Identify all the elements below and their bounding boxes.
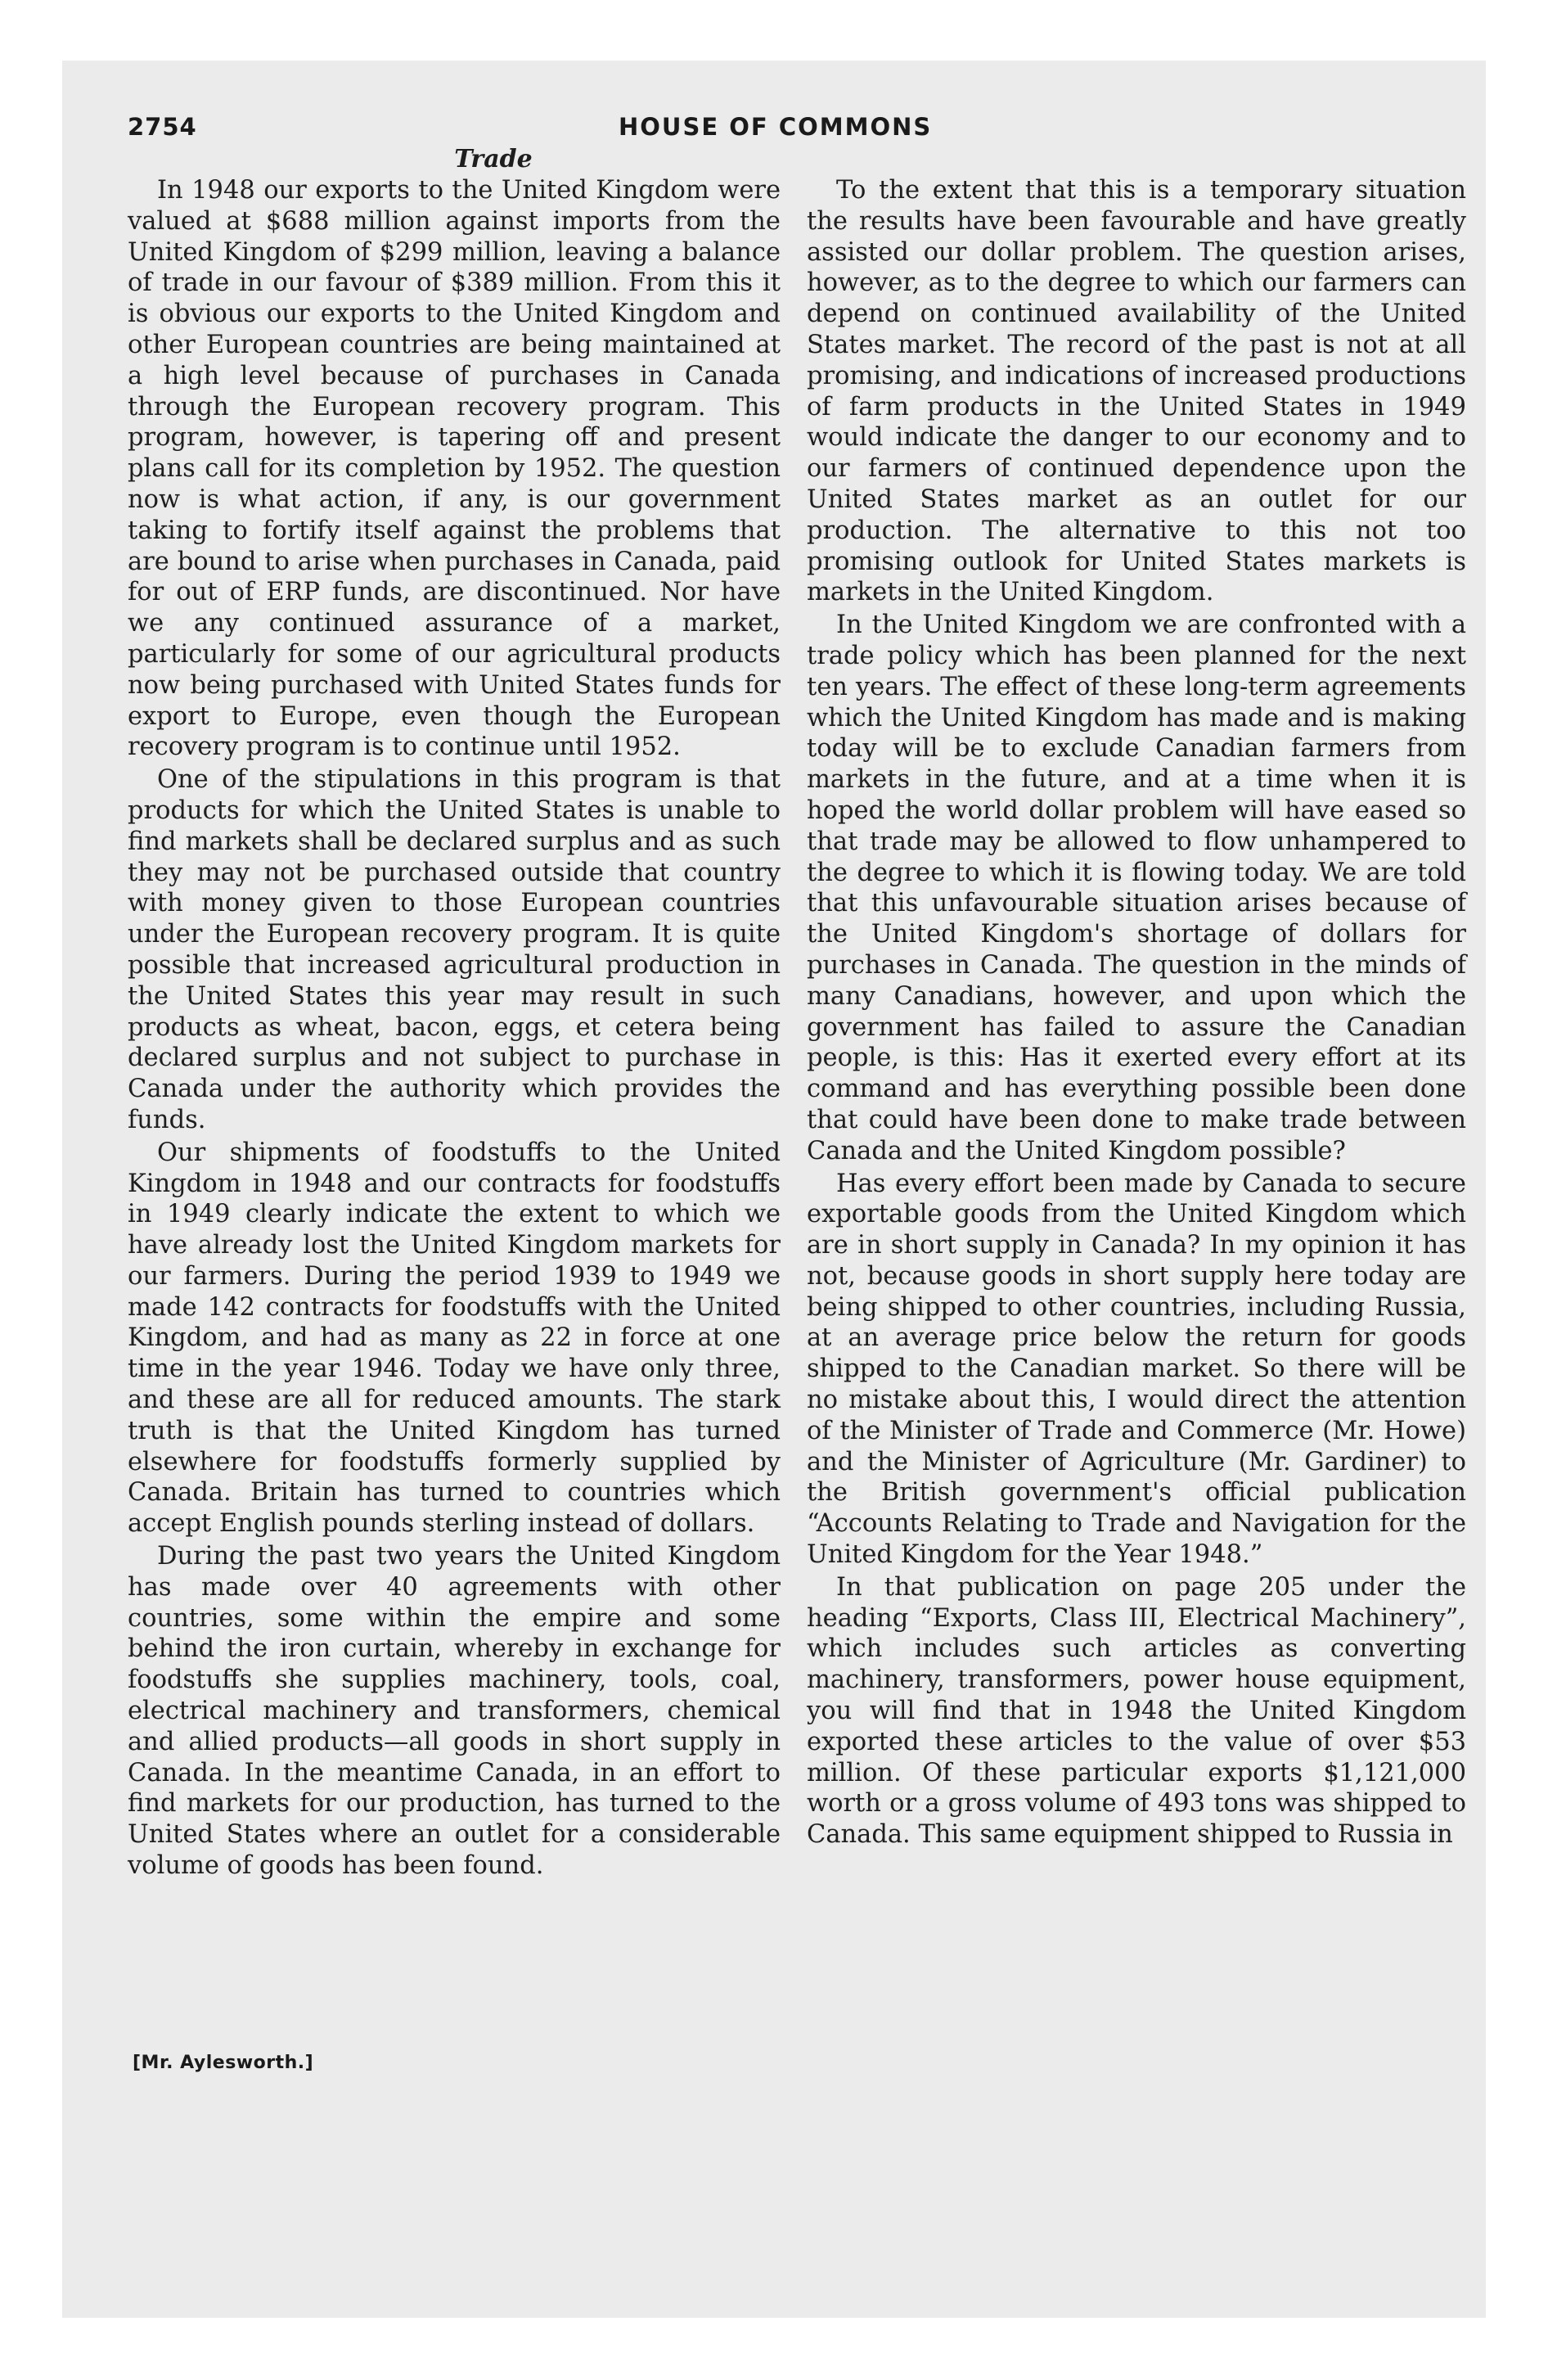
- left-paragraph-3: Our shipments of foodstuffs to the United Kingdom in 1948 and our contracts for foodstuffs in 1949 clearly indicate the extent to which we have already lost the United Kingdom markets for our farmers. During the period 1939 to 1949 we made 142 contracts for foodstuffs with the United Kingdom, and had as many as 22 in force at one time in the year 1946. Today we have only three, and these are all for reduced amounts. The stark truth is that the United Kingdom has turned elsewhere for foodstuffs formerly supplied by Canada. Britain has turned to countries which accept English pounds sterling instead of dollars.: [128, 1138, 781, 1539]
- running-head: HOUSE OF COMMONS: [619, 113, 933, 141]
- left-paragraph-2: One of the stipulations in this program is that products for which the United States is unable to find markets shall be declared surplus and as such they may not be purchased outside that country with money given to those European countries under the European recovery program. It is quite possible that increased agricultural production in the United States this year may result in such products as wheat, bacon, eggs, et cetera being declared surplus and not subject to purchase in Canada under the authority which provides the funds.: [128, 765, 781, 1134]
- section-heading: Trade: [454, 145, 533, 174]
- page-number: 2754: [128, 113, 197, 141]
- speaker-attribution: [Mr. Aylesworth.]: [133, 2053, 314, 2073]
- left-column: [128, 144, 781, 1882]
- right-paragraph-3: Has every effort been made by Canada to secure exportable goods from the United Kingdom which are in short supply in Canada? In my opinion it has not, because goods in short supply here today are being shipped to other countries, including Russia, at an average price below the return for goods shipped to the Canadian market. So there will be no mistake about this, I would direct the attention of the Minister of Trade and Commerce (Mr. Howe) and the Minister of Agriculture (Mr. Gardiner) to the British government's official publication “Accounts Relating to Trade and Navigation for the United Kingdom for the Year 1948.”: [807, 1169, 1466, 1570]
- left-paragraph-1: In 1948 our exports to the United Kingdom were valued at $688 million against imports from the United Kingdom of $299 million, leaving a balance of trade in our favour of $389 million. From this it is obvious our exports to the United Kingdom and other European countries are being maintained at a high level because of purchases in Canada through the European recovery program. This program, however, is tapering off and present plans call for its completion by 1952. The question now is what action, if any, is our government taking to fortify itself against the problems that are bound to arise when purchases in Canada, paid for out of ERP funds, are discontinued. Nor have we any continued assurance of a market, particularly for some of our agricultural products now being purchased with United States funds for export to Europe, even though the European recovery program is to continue until 1952.: [128, 176, 781, 762]
- right-column: [807, 175, 1466, 1850]
- page-header: [128, 113, 1469, 146]
- right-paragraph-2: In the United Kingdom we are confronted with a trade policy which has been planned for the next ten years. The effect of these long-term agreements which the United Kingdom has made and is making today will be to exclude Canadian farmers from markets in the future, and at a time when it is hoped the world dollar problem will have eased so that trade may be allowed to flow unhampered to the degree to which it is flowing today. We are told that this unfavourable situation arises because of the United Kingdom's shortage of dollars for purchases in Canada. The question in the minds of many Canadians, however, and upon which the government has failed to assure the Canadian people, is this: Has it exerted every effort at its command and has everything possible been done that could have been done to make trade between Canada and the United Kingdom possible?: [807, 611, 1466, 1165]
- right-paragraph-4: In that publication on page 205 under the heading “Exports, Class III, Electrical Machinery”, which includes such articles as converting machinery, transformers, power house equipment, you will find that in 1948 the United Kingdom exported these articles to the value of over $53 million. Of these particular exports $1,121,000 worth or a gross volume of 493 tons was shipped to Canada. This same equipment shipped to Russia in: [807, 1572, 1466, 1850]
- left-paragraph-4: During the past two years the United Kingdom has made over 40 agreements with other countries, some within the empire and some behind the iron curtain, whereby in exchange for foodstuffs she supplies machinery, tools, coal, electrical machinery and transformers, chemical and allied products—all goods in short supply in Canada. In the meantime Canada, in an effort to find markets for our production, has turned to the United States where an outlet for a considerable volume of goods has been found.: [128, 1542, 781, 1881]
- right-paragraph-1: To the extent that this is a temporary situation the results have been favourable and have greatly assisted our dollar problem. The question arises, however, as to the degree to which our farmers can depend on continued availability of the United States market. The record of the past is not at all promising, and indications of increased productions of farm products in the United States in 1949 would indicate the danger to our economy and to our farmers of continued dependence upon the United States market as an outlet for our production. The alternative to this not too promising outlook for United States markets is markets in the United Kingdom.: [807, 176, 1466, 607]
